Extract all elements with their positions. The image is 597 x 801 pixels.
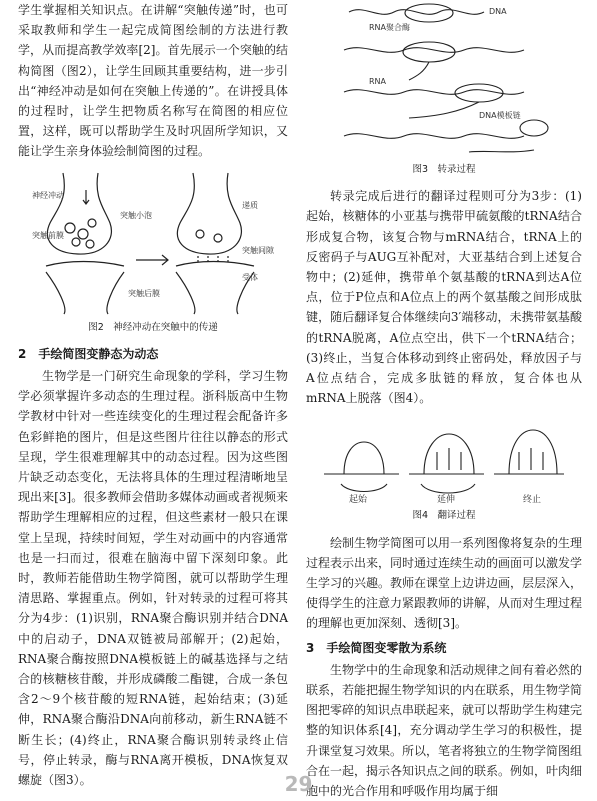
fig2-label-6: 突触后膜 (128, 288, 160, 298)
translation-paragraph: 转录完成后进行的翻译过程则可分为3步：(1)起始，核糖体的小亚基与携带甲硫氨酸的tRNA结合形成复合物，该复合物与mRNA结合，tRNA上的反密码子与AUG互补配对，大亚基结合到上述复合物中；(2)延伸，携带单个氨基酸的tRNA到达A位点，位于P位点和A位点上的两个氨基酸之间形成肽键，随后翻译复合体继续向3′端移动，未携带氨基酸的tRNA脱离，A位点空出，供下一个tRNA结合；(3)终止，当复合体移动到终止密码处，释放因子与A位点结合，完成多肽链的释放，复合体也从mRNA上脱落（图4）。 (306, 189, 582, 406)
fig3-label-3: DNA模板链 (479, 111, 521, 120)
fig2-label-5: 受体 (242, 272, 258, 282)
intro-paragraph: 学生掌握相关知识点。在讲解“突触传递”时，也可采取教师和学生一起完成简图绘制的方法进行教学，从而提高教学效率[2]。首先展示一个突触的结构简图（图2），让学生回顾其重要结构，进一步引出“神经冲动是如何在突触上传递的”。在讲授具体的过程时，让学生把物质名称写在简图的相应位置，这样，既可以帮助学生及时巩固所学知识，又能让学生亲身体验绘制简图的过程。 (18, 3, 288, 159)
fig2-label-3: 递质 (242, 200, 258, 210)
fig4-label-0: 起始 (349, 495, 368, 505)
fig3-label-2: RNA (369, 77, 387, 86)
section-3-paragraph: 生物学中的生命现象和活动规律之间有着必然的联系，若能把握生物学知识的内在联系，用生物学简图把零碎的知识点串联起来，就可以帮助学生构建完整的知识体系[4]，充分调动学生学习的积极性，提升课堂复习效果。所以，笔者将独立的生物学简图组合在一起，揭示各知识点之间的联系。例如，叶肉细胞中的光合作用和呼吸作用均属于细 (306, 662, 583, 799)
fig2-label-0: 神经冲动 (32, 190, 64, 200)
right-column (306, 0, 582, 801)
page-number: 29 (284, 772, 313, 796)
figure-4-caption: 图4 翻译过程 (412, 510, 476, 522)
fig2-label-4: 突触间隙 (242, 245, 274, 255)
figure-3-caption: 图3 转录过程 (412, 164, 476, 175)
figure-4-discussion-paragraph: 绘制生物学简图可以用一系列图像将复杂的生理过程表示出来，同时通过连续生动的画面可以激发学生学习的兴趣。教师在课堂上边讲边画，层层深入，使得学生的注意力紧跟教师的讲解，从而对生理过程的理解也更加深刻、透彻[3]。 (306, 535, 583, 631)
figure-2-synapse-drawing (28, 168, 278, 316)
figure-4-translation-drawing (319, 412, 569, 504)
figure-2-caption: 图2 神经冲动在突触中的传递 (88, 321, 218, 333)
fig2-label-2: 突触小泡 (120, 210, 152, 220)
fig3-label-0: DNA (489, 7, 507, 16)
fig3-label-1: RNA聚合酶 (369, 23, 411, 32)
section-2-heading: 2 手绘简图变静态为动态 (18, 346, 159, 361)
section-2-paragraph: 生物学是一门研究生命现象的学科，学习生物学必须掌握许多动态的生理过程。浙科版高中生物学教材中针对一些连续变化的生理过程会配备许多色彩鲜艳的图片，但是这些图片往往以静态的形式呈现，学生很难理解其中的动态过程。因为这些图片缺乏动态变化，无法将具体的生理过程清晰地呈现出来[3]。很多教师会借助多媒体动画或者视频来帮助学生理解相应的过程，但这些素材一般只在课堂上呈现，持续时间短，学生对动画中的内容通常也是一扫而过，很难在脑海中留下深刻印象。此时，教师若能借助生物学简图，就可以帮助学生理清思路、掌握重点。例如，针对转录的过程可将其分为4步：(1)识别，RNA聚合酶识别并结合DNA中的启动子，DNA双链被局部解开；(2)起始，RNA聚合酶按照DNA模板链上的碱基选择与之结合的核糖核苷酸，并形成磷酸二酯键，合成一条包含2～9个核苷酸的短RNA链，起始结束；(3)延伸，RNA聚合酶沿DNA向前移动，新生RNA链不断生长；(4)终止，RNA聚合酶识别转录终止信号，停止转录，酶与RNA离开模板，DNA恢复双螺旋（图3）。 (18, 369, 288, 788)
fig2-label-1: 突触前膜 (32, 230, 64, 240)
section-3-heading: 3 手绘简图变零散为系统 (306, 640, 447, 655)
fig4-label-1: 延伸 (437, 495, 456, 505)
fig4-label-2: 终止 (523, 495, 542, 505)
left-column (18, 0, 288, 790)
figure-3-transcription-drawing (329, 0, 559, 158)
